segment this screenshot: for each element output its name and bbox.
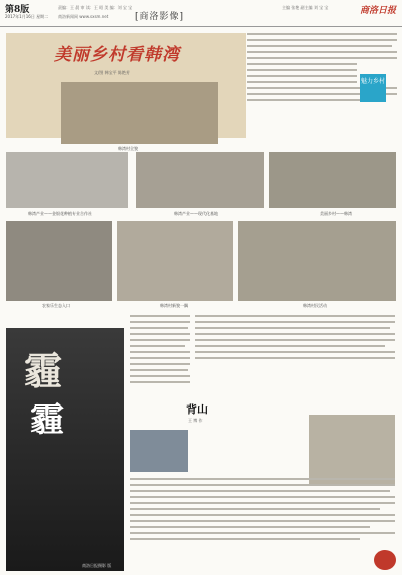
village-road-photo bbox=[269, 152, 396, 208]
caption-p1: 韩湾产业——金银花种植专业合作社 bbox=[28, 211, 92, 216]
caption-p2: 韩湾产业——现代化基地 bbox=[174, 211, 218, 216]
caption-top-photo: 韩湾村全貌 bbox=[118, 146, 138, 151]
header-staff: 主编 张艳 副主编 刘 宝 宝 bbox=[282, 5, 329, 10]
article-column-3 bbox=[130, 478, 395, 544]
caption-p6: 韩湾村民活动 bbox=[303, 303, 327, 308]
feature-headline: 美丽乡村看韩湾 bbox=[54, 45, 180, 65]
caption-p5: 韩湾村新貌一隅 bbox=[160, 303, 188, 308]
masthead-logo: 商洛日报 bbox=[359, 6, 396, 16]
entrance-photo bbox=[6, 221, 112, 301]
poster-character-2: 霾 bbox=[30, 400, 64, 440]
poster-caption: 商洛日报摄影 版 bbox=[82, 563, 112, 568]
editor-credits: 责编：王 晨 审 读：王 昭 美 编：刘 宝 宝 bbox=[58, 5, 133, 10]
issue-number: 第8版 bbox=[5, 5, 30, 15]
page-header bbox=[0, 0, 402, 27]
section-title: [商洛影像] bbox=[135, 12, 185, 22]
caption-p4: 农家乐生态入口 bbox=[42, 303, 70, 308]
castle-photo bbox=[130, 430, 188, 472]
orchard-photo bbox=[136, 152, 264, 208]
website-link[interactable]: 商洛新闻网 www.sxsm.net bbox=[58, 14, 109, 19]
article-column-1 bbox=[130, 315, 190, 387]
village-overview-photo bbox=[61, 82, 218, 144]
issue-date: 2017年1月16日 星期二 bbox=[5, 14, 49, 19]
beehive-photo bbox=[6, 152, 128, 208]
feature-tag: 魅力乡村 bbox=[360, 74, 386, 102]
village-house-photo bbox=[117, 221, 233, 301]
caption-p3: 美丽乡村——韩湾 bbox=[320, 211, 352, 216]
article2-title: 背山 bbox=[186, 403, 208, 416]
poster-character-1: 霾 bbox=[24, 348, 63, 393]
community-photo bbox=[238, 221, 396, 301]
article2-author: 王 博 作 bbox=[188, 418, 203, 423]
newspaper-logo bbox=[374, 550, 396, 570]
feature-byline: 文/图 韩宝平 陈艳芳 bbox=[94, 70, 130, 75]
article-column-2 bbox=[195, 315, 395, 363]
mountain-photo bbox=[309, 415, 395, 485]
